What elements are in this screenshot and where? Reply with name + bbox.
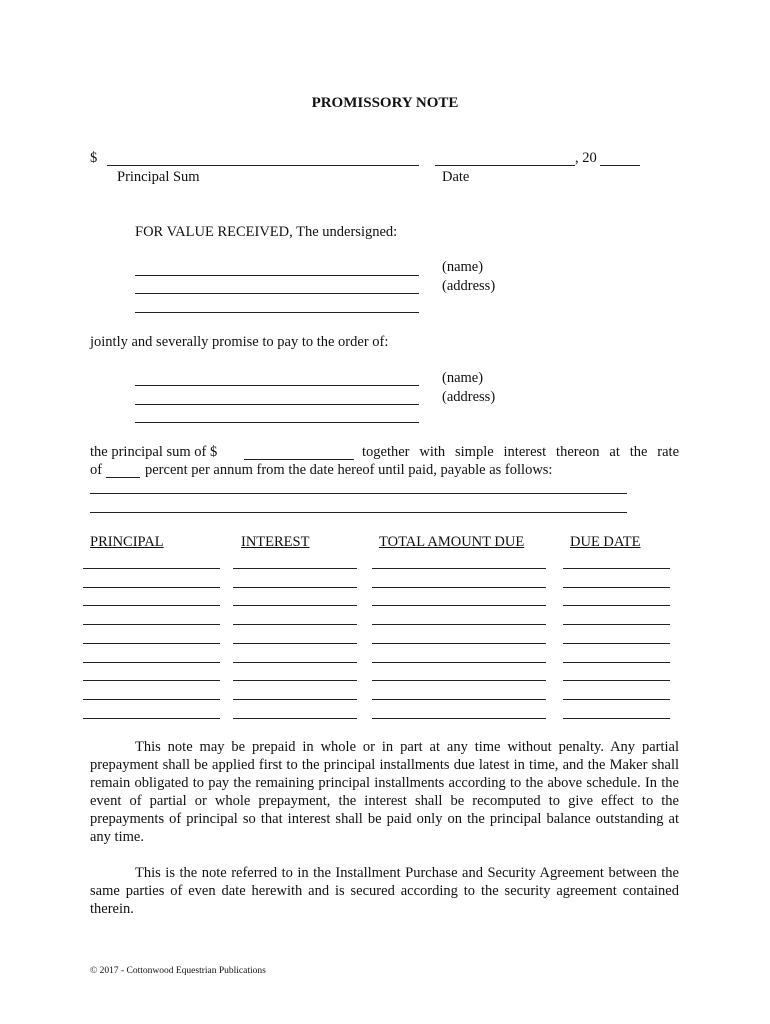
year-field[interactable] — [600, 165, 640, 166]
maker-name-label: (name) — [442, 259, 484, 275]
schedule-interest-field[interactable] — [233, 680, 357, 681]
payee-address-label: (address) — [442, 389, 496, 405]
table-header-total-amount-due: TOTAL AMOUNT DUE — [379, 534, 525, 550]
schedule-interest-field[interactable] — [233, 718, 357, 719]
page-title: PROMISSORY NOTE — [311, 95, 459, 111]
year-prefix: , 20 — [575, 150, 597, 166]
table-header-principal: PRINCIPAL — [90, 534, 164, 550]
schedule-due-date-field[interactable] — [563, 568, 670, 569]
date-label: Date — [442, 169, 470, 185]
schedule-due-date-field[interactable] — [563, 587, 670, 588]
principal-sum-label: Principal Sum — [117, 169, 200, 185]
schedule-due-date-field[interactable] — [563, 662, 670, 663]
schedule-total-amount-due-field[interactable] — [372, 605, 546, 606]
payment-terms-line-1[interactable] — [90, 493, 627, 494]
schedule-total-amount-due-field[interactable] — [372, 699, 546, 700]
schedule-due-date-field[interactable] — [563, 718, 670, 719]
schedule-interest-field[interactable] — [233, 699, 357, 700]
schedule-due-date-field[interactable] — [563, 605, 670, 606]
maker-address-field-2[interactable] — [135, 312, 419, 313]
table-header-due-date: DUE DATE — [570, 534, 641, 550]
schedule-total-amount-due-field[interactable] — [372, 680, 546, 681]
schedule-principal-field[interactable] — [83, 568, 220, 569]
payee-address-field-2[interactable] — [135, 422, 419, 423]
schedule-total-amount-due-field[interactable] — [372, 568, 546, 569]
promise-text: jointly and severally promise to pay to the order of: — [90, 334, 389, 350]
schedule-total-amount-due-field[interactable] — [372, 587, 546, 588]
schedule-due-date-field[interactable] — [563, 624, 670, 625]
schedule-principal-field[interactable] — [83, 699, 220, 700]
terms-line2-end: percent per annum from the date hereof until paid, payable as follows: — [145, 462, 553, 478]
copyright-footer: © 2017 - Cottonwood Equestrian Publications — [90, 966, 266, 976]
date-field[interactable] — [435, 165, 575, 166]
schedule-principal-field[interactable] — [83, 643, 220, 644]
schedule-total-amount-due-field[interactable] — [372, 624, 546, 625]
maker-name-field[interactable] — [135, 275, 419, 276]
dollar-sign: $ — [90, 150, 98, 166]
security-agreement-paragraph: This is the note referred to in the Installment Purchase and Security Agreement between the same parties of even date herewith and is secured according to the security agreement contained therein. — [90, 865, 679, 917]
schedule-principal-field[interactable] — [83, 718, 220, 719]
schedule-interest-field[interactable] — [233, 568, 357, 569]
schedule-total-amount-due-field[interactable] — [372, 643, 546, 644]
interest-rate-field[interactable] — [106, 477, 140, 478]
schedule-principal-field[interactable] — [83, 662, 220, 663]
principal-sum-field[interactable] — [107, 165, 419, 166]
principal-amount-field[interactable] — [244, 459, 354, 460]
schedule-total-amount-due-field[interactable] — [372, 662, 546, 663]
schedule-interest-field[interactable] — [233, 662, 357, 663]
schedule-due-date-field[interactable] — [563, 643, 670, 644]
schedule-principal-field[interactable] — [83, 587, 220, 588]
maker-address-field[interactable] — [135, 293, 419, 294]
table-header-interest: INTEREST — [241, 534, 310, 550]
payee-name-label: (name) — [442, 370, 484, 386]
payee-name-field[interactable] — [135, 385, 419, 386]
schedule-principal-field[interactable] — [83, 680, 220, 681]
schedule-interest-field[interactable] — [233, 605, 357, 606]
payee-address-field[interactable] — [135, 404, 419, 405]
prepayment-paragraph: This note may be prepaid in whole or in part at any time without penalty. Any partial prepayment shall be applied first to the principal installments due latest in time, and the Maker shall remain obligated to pay the remaining principal installments according to the above schedule. In the event of partial or whole prepayment, the interest shall be recomputed to give effect to the prepayments of principal so that interest shall be paid only on the principal balance outstanding at any time. — [90, 739, 679, 845]
schedule-interest-field[interactable] — [233, 587, 357, 588]
terms-line2-start: of — [90, 462, 103, 478]
schedule-interest-field[interactable] — [233, 624, 357, 625]
schedule-due-date-field[interactable] — [563, 699, 670, 700]
schedule-principal-field[interactable] — [83, 605, 220, 606]
schedule-total-amount-due-field[interactable] — [372, 718, 546, 719]
schedule-principal-field[interactable] — [83, 624, 220, 625]
schedule-due-date-field[interactable] — [563, 680, 670, 681]
terms-line1-end: together with simple interest thereon at the rate — [362, 444, 679, 460]
payment-terms-line-2[interactable] — [90, 512, 627, 513]
maker-address-label: (address) — [442, 278, 496, 294]
schedule-interest-field[interactable] — [233, 643, 357, 644]
terms-line1-start: the principal sum of $ — [90, 444, 218, 460]
intro-text: FOR VALUE RECEIVED, The undersigned: — [135, 224, 398, 240]
